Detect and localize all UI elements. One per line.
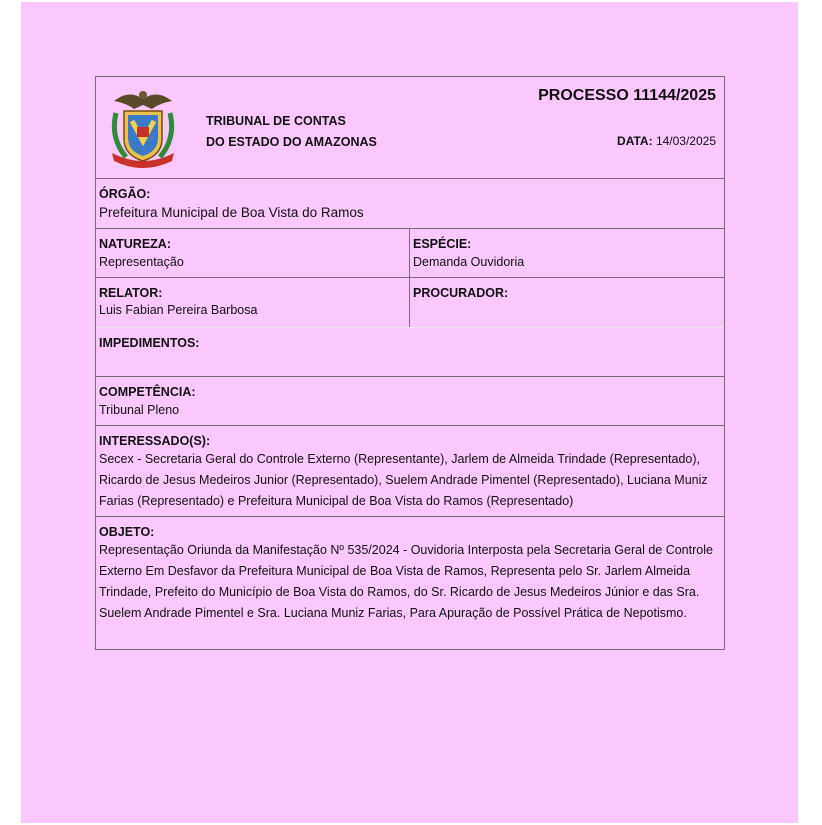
interessados-label: INTERESSADO(S): (99, 434, 211, 448)
relator-label: RELATOR: (99, 286, 163, 300)
org-line-2: DO ESTADO DO AMAZONAS (206, 135, 377, 149)
impedimentos-section (96, 328, 724, 377)
date-field (617, 134, 716, 148)
especie-cell (410, 229, 724, 277)
interessados-value: Secex - Secretaria Geral do Controle Externo (Representante), Jarlem de Almeida Trindade (Representado), Ricardo de Jesus Medeiros Junior (Representado), Suelem Andrade Pimentel (Representado), Luciana Muniz Farias (Representado) e Prefeitura Municipal de Boa Vista do Ramos (Representado) (99, 452, 708, 508)
organization-name (206, 111, 377, 153)
natureza-value: Representação (99, 255, 184, 269)
relator-cell (96, 278, 410, 327)
orgao-label: ÓRGÃO: (99, 187, 151, 201)
objeto-label: OBJETO: (99, 525, 155, 539)
especie-value: Demanda Ouvidoria (413, 255, 525, 269)
natureza-label: NATUREZA: (99, 237, 171, 251)
process-cover-sheet (95, 76, 725, 650)
org-line-1: TRIBUNAL DE CONTAS (206, 114, 346, 128)
relator-value: Luis Fabian Pereira Barbosa (99, 303, 258, 317)
procurador-label: PROCURADOR: (413, 286, 509, 300)
competencia-section (96, 377, 724, 426)
interessados-section (96, 426, 724, 517)
header-section (96, 77, 724, 179)
objeto-section (96, 517, 724, 649)
natureza-cell (96, 229, 410, 277)
especie-label: ESPÉCIE: (413, 237, 472, 251)
natureza-especie-section (96, 229, 724, 278)
relator-procurador-section (96, 278, 724, 328)
competencia-label: COMPETÊNCIA: (99, 385, 196, 399)
objeto-value: Representação Oriunda da Manifestação Nº 535/2024 - Ouvidoria Interposta pela Secretaria Geral de Controle Externo Em Desfavor da Prefeitura Municipal de Boa Vista de Ramos, Representa pelo Sr. Jarlem Almeida Trindade, Prefeito do Município de Boa Vista do Ramos, do Sr. Ricardo de Jesus Medeiros Júnior e das Sra. Suelem Andrade Pimentel e Sra. Luciana Muniz Farias, Para Apuração de Possível Prática de Nepotismo. (99, 543, 713, 620)
orgao-section (96, 179, 724, 229)
process-number: PROCESSO 11144/2025 (538, 87, 716, 104)
impedimentos-label: IMPEDIMENTOS: (99, 336, 200, 350)
date-value: 14/03/2025 (655, 134, 716, 148)
date-label: DATA: (617, 134, 653, 148)
coat-of-arms-icon (104, 83, 182, 171)
procurador-cell (410, 278, 724, 327)
orgao-value: Prefeitura Municipal de Boa Vista do Ramos (99, 205, 364, 220)
competencia-value: Tribunal Pleno (99, 403, 180, 417)
